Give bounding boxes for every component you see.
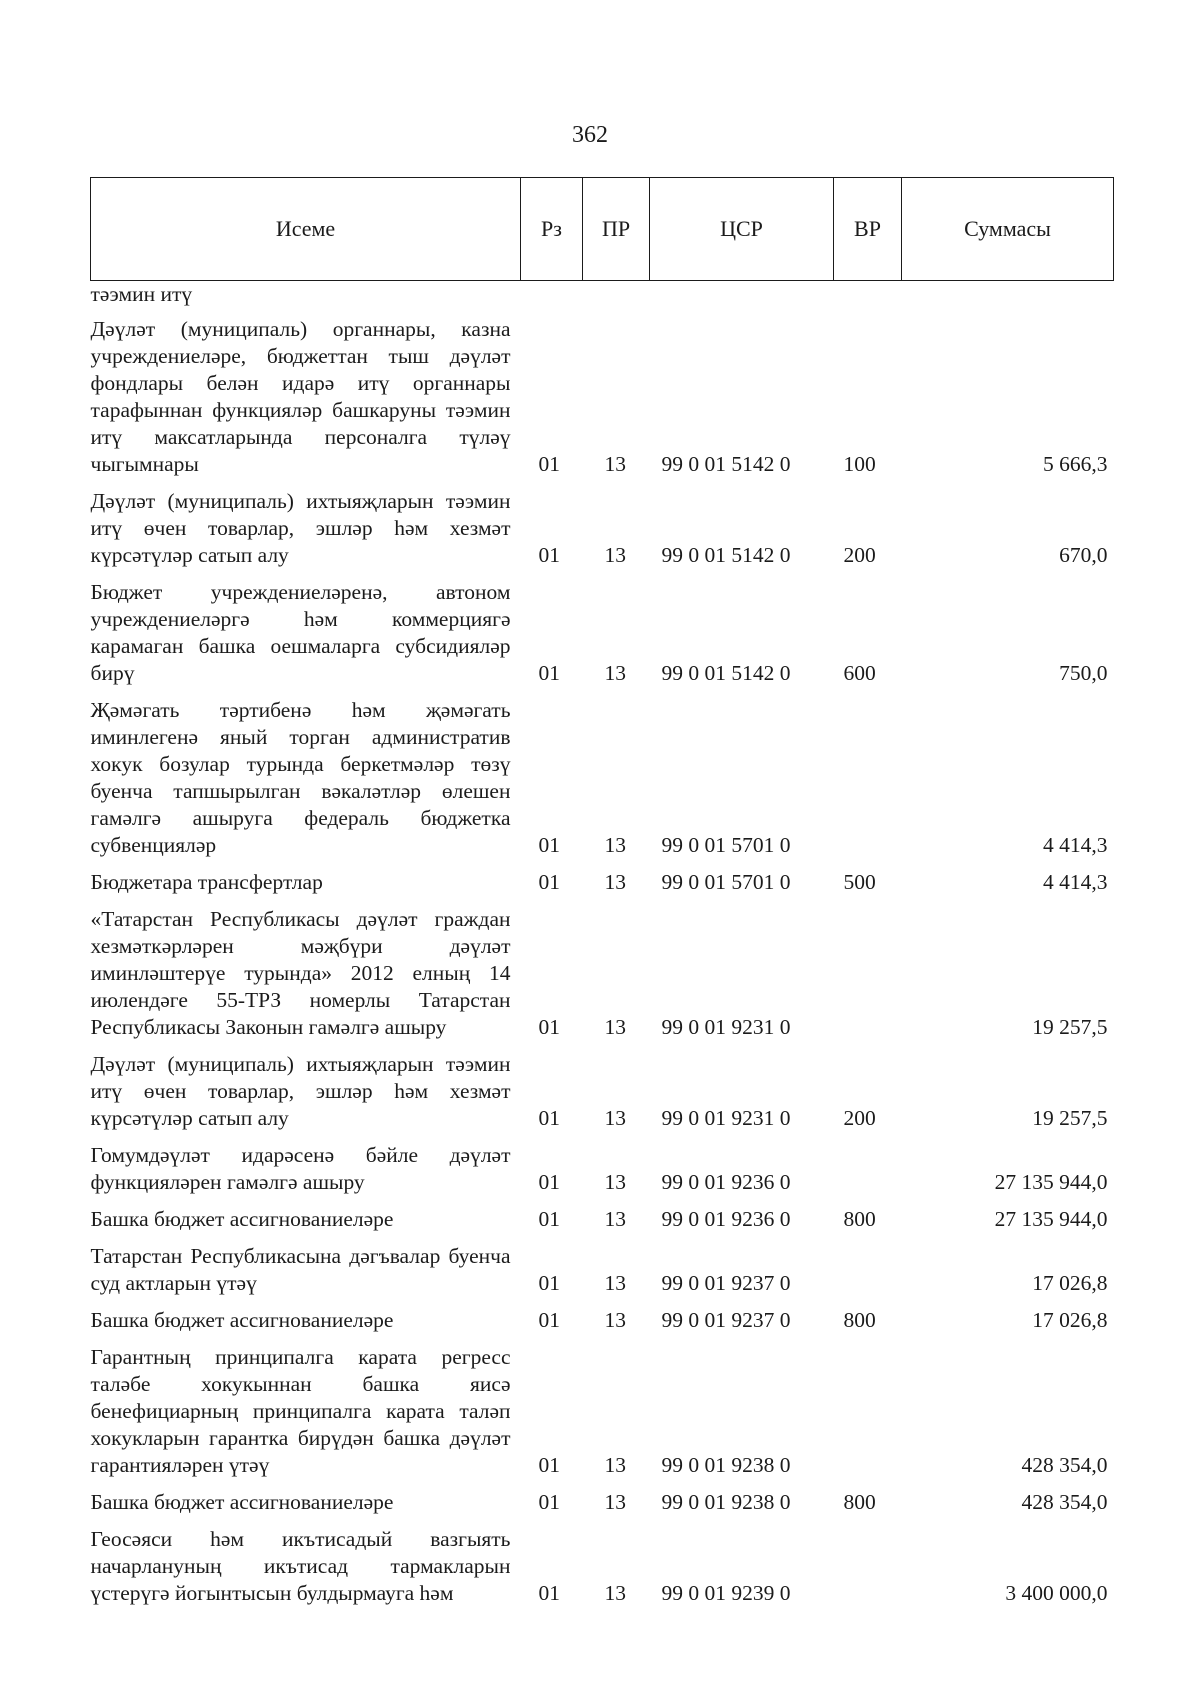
cell-name: Бюджет учреждениеләренә, автоном учреждениеләргә һәм коммерциягә карамаган башка оешмаларга субсидияләр бирү <box>90 580 511 685</box>
cell-pr: 13 <box>604 1015 626 1039</box>
cell-pr: 13 <box>604 1271 626 1295</box>
table-row <box>91 1484 1114 1521</box>
cell-vr <box>834 1339 902 1484</box>
cell-vr <box>834 1521 902 1612</box>
cell-sum: 27 135 944,0 <box>994 1207 1108 1231</box>
cell-sum: 4 414,3 <box>1043 870 1108 894</box>
table-row <box>91 864 1114 901</box>
cell-sum: 17 026,8 <box>1032 1308 1108 1332</box>
cell-csr: 99 0 01 9237 0 <box>661 1308 791 1332</box>
cell-rz: 01 <box>538 1170 560 1194</box>
continuation-text: тәэмин итү <box>90 282 193 306</box>
cell-vr: 800 <box>843 1490 876 1514</box>
cell-vr: 500 <box>843 870 876 894</box>
page-number: 362 <box>572 122 608 148</box>
cell-csr: 99 0 01 5142 0 <box>661 543 791 567</box>
table-row <box>91 692 1114 864</box>
cell-csr: 99 0 01 9237 0 <box>661 1271 791 1295</box>
cell-vr: 800 <box>843 1308 876 1332</box>
cell-pr: 13 <box>604 870 626 894</box>
cell-pr: 13 <box>604 1170 626 1194</box>
cell-sum: 17 026,8 <box>1032 1271 1108 1295</box>
cell-sum: 5 666,3 <box>1043 452 1108 476</box>
cell-rz: 01 <box>538 1271 560 1295</box>
header-rz: Рз <box>521 178 583 281</box>
cell-name: «Татарстан Республикасы дәүләт граждан хезмәткәрләрен мәҗбүри дәүләт иминләштерүе турында» 2012 елның 14 июлендәге 55-ТРЗ номерлы Татарстан Республикасы Законын гамәлгә ашыру <box>90 907 511 1039</box>
cell-csr: 99 0 01 5701 0 <box>661 870 791 894</box>
cell-vr: 600 <box>843 661 876 685</box>
cell-rz: 01 <box>538 543 560 567</box>
cell-vr <box>834 1137 902 1201</box>
header-name: Исеме <box>91 178 521 281</box>
cell-rz: 01 <box>538 1207 560 1231</box>
cell-csr: 99 0 01 9231 0 <box>661 1015 791 1039</box>
budget-table <box>90 177 1114 1612</box>
header-pr: ПР <box>583 178 650 281</box>
cell-rz: 01 <box>538 1308 560 1332</box>
cell-csr: 99 0 01 5142 0 <box>661 661 791 685</box>
cell-csr: 99 0 01 9238 0 <box>661 1453 791 1477</box>
table-row <box>91 1046 1114 1137</box>
table-header-row <box>91 178 1114 281</box>
cell-rz: 01 <box>538 1490 560 1514</box>
cell-csr: 99 0 01 9239 0 <box>661 1581 791 1605</box>
cell-rz: 01 <box>538 833 560 857</box>
cell-csr: 99 0 01 9238 0 <box>661 1490 791 1514</box>
cell-pr: 13 <box>604 1581 626 1605</box>
cell-rz: 01 <box>538 1106 560 1130</box>
cell-pr: 13 <box>604 833 626 857</box>
cell-vr: 200 <box>843 1106 876 1130</box>
cell-sum: 19 257,5 <box>1032 1106 1108 1130</box>
cell-rz: 01 <box>538 1015 560 1039</box>
cell-sum: 19 257,5 <box>1032 1015 1108 1039</box>
cell-sum: 428 354,0 <box>1021 1490 1108 1514</box>
cell-sum: 670,0 <box>1059 543 1108 567</box>
cell-pr: 13 <box>604 661 626 685</box>
cell-vr: 800 <box>843 1207 876 1231</box>
cell-name: Гарантның принципалга карата регресс таләбе хокукыннан башка яисә бенефициарның принципалга карата таләп хокукларын гарантка бирүдән башка дәүләт гарантияләрен үтәү <box>90 1345 511 1477</box>
cell-csr: 99 0 01 5701 0 <box>661 833 791 857</box>
table-row <box>91 1521 1114 1612</box>
cell-sum: 4 414,3 <box>1043 833 1108 857</box>
cell-name: Дәүләт (муниципаль) ихтыяҗларын тәэмин итү өчен товарлар, эшләр һәм хезмәт күрсәтүләр сатып алу <box>90 1052 511 1130</box>
cell-vr: 200 <box>843 543 876 567</box>
cell-vr <box>834 901 902 1046</box>
cell-name: Башка бюджет ассигнованиеләре <box>90 1207 394 1231</box>
cell-name: Дәүләт (муниципаль) органнары, казна учреждениеләре, бюджеттан тыш дәүләт фондлары белән идарә итү органнары тарафыннан функцияләр башкаруны тәэмин итү максатларында персоналга түләү чыгымнары <box>90 317 511 476</box>
cell-name: Дәүләт (муниципаль) ихтыяҗларын тәэмин итү өчен товарлар, эшләр һәм хезмәт күрсәтүләр сатып алу <box>90 489 511 567</box>
table-row <box>91 483 1114 574</box>
cell-name: Геосәяси һәм икътисадый вазгыять начарлануның икътисад тармакларын үстерүгә йогынтысын булдырмауга һәм <box>90 1527 511 1605</box>
cell-sum: 428 354,0 <box>1021 1453 1108 1477</box>
cell-name: Татарстан Республикасына дәгъвалар буенча суд актларын үтәү <box>90 1244 511 1295</box>
cell-rz: 01 <box>538 1453 560 1477</box>
cell-name: Башка бюджет ассигнованиеләре <box>90 1490 394 1514</box>
cell-csr: 99 0 01 5142 0 <box>661 452 791 476</box>
cell-pr: 13 <box>604 1106 626 1130</box>
cell-sum: 3 400 000,0 <box>1005 1581 1108 1605</box>
table-row <box>91 1339 1114 1484</box>
cell-rz: 01 <box>538 1581 560 1605</box>
cell-pr: 13 <box>604 1207 626 1231</box>
header-vr: ВР <box>834 178 902 281</box>
cell-pr: 13 <box>604 1453 626 1477</box>
table-row <box>91 574 1114 692</box>
continuation-row <box>91 281 1114 312</box>
cell-vr <box>834 692 902 864</box>
cell-vr: 100 <box>843 452 876 476</box>
cell-pr: 13 <box>604 543 626 567</box>
table-row <box>91 1238 1114 1302</box>
cell-vr <box>834 1238 902 1302</box>
cell-csr: 99 0 01 9236 0 <box>661 1207 791 1231</box>
cell-name: Җәмәгать тәртибенә һәм җәмәгать иминлегенә яный торган административ хокук бозулар турында беркетмәләр төзү буенча тапшырылган вәкаләтләр өлешен гамәлгә ашыруга федераль бюджетка субвенцияләр <box>90 698 511 857</box>
header-sum: Суммасы <box>902 178 1114 281</box>
cell-pr: 13 <box>604 452 626 476</box>
cell-rz: 01 <box>538 661 560 685</box>
table-row <box>91 1302 1114 1339</box>
cell-rz: 01 <box>538 870 560 894</box>
cell-pr: 13 <box>604 1490 626 1514</box>
cell-sum: 27 135 944,0 <box>994 1170 1108 1194</box>
table-row <box>91 1137 1114 1201</box>
cell-name: Башка бюджет ассигнованиеләре <box>90 1308 394 1332</box>
cell-name: Бюджетара трансфертлар <box>90 870 323 894</box>
header-csr: ЦСР <box>650 178 834 281</box>
table-row <box>91 311 1114 483</box>
cell-sum: 750,0 <box>1059 661 1108 685</box>
cell-rz: 01 <box>538 452 560 476</box>
cell-pr: 13 <box>604 1308 626 1332</box>
table-row <box>91 901 1114 1046</box>
table-row <box>91 1201 1114 1238</box>
cell-csr: 99 0 01 9236 0 <box>661 1170 791 1194</box>
cell-csr: 99 0 01 9231 0 <box>661 1106 791 1130</box>
cell-name: Гомумдәүләт идарәсенә бәйле дәүләт функцияләрен гамәлгә ашыру <box>90 1143 511 1194</box>
